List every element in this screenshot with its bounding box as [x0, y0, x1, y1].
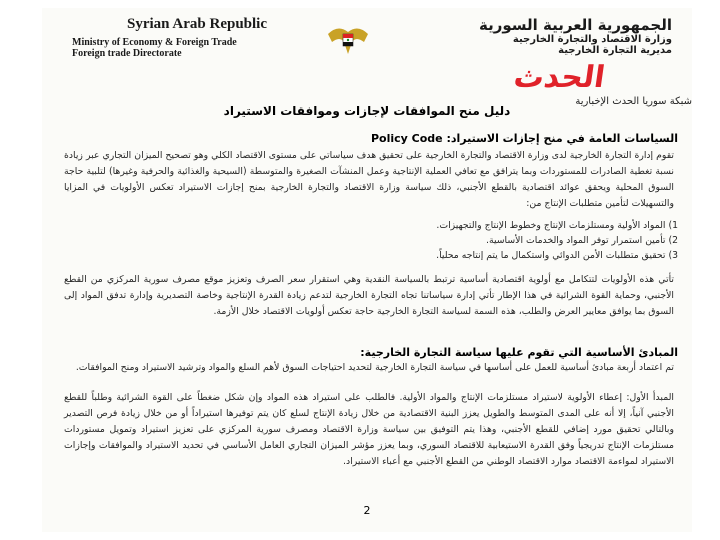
- section-heading-policy-code: السياسات العامة في منح إجازات الاستيراد: Policy Code: [370, 132, 678, 145]
- eagle-emblem-icon: [324, 20, 372, 60]
- ministry-name-en: Ministry of Economy & Foreign Trade: [72, 37, 237, 48]
- list-item: 3) تحقيق متطلبات الأمن الدوائي واستكمال ما يتم إنتاجه محلياً.: [436, 250, 678, 261]
- ministry-name-ar: وزارة الاقتصاد والتجارة الخارجية: [512, 34, 672, 45]
- list-item: 1) المواد الأولية ومستلزمات الإنتاج وخطوط الإنتاج والتجهيزات.: [436, 220, 678, 231]
- directorate-name-ar: مديرية التجارة الخارجية: [558, 45, 672, 56]
- alhadath-logo: الحدث: [511, 60, 608, 95]
- document-title: دليل منح الموافقات لإجازات وموافقات الاستيراد: [223, 104, 511, 118]
- arabic-letterhead: [442, 16, 672, 56]
- priorities-list: [238, 218, 678, 263]
- page-number: 2: [363, 504, 371, 517]
- paragraph-first-principle: المبدأ الأول: إعطاء الأولوية لاستيراد مستلزمات الإنتاج والمواد الأولية. فالطلب على استيراد هذه المواد وإن شكل ضغطاً على القوة الشرائية وطلباً للقطع الأجنبي آنياً، إلا أنه على المدى المتوسط والطويل يعزز البنية الاقتصادية من خلال زيادة الإنتاج لسلع كان يتم توفيرها استيراداً أو من خلال زيادة فرص التصدير وبالتالي تحقيق مورد إضافي للقطع الأجنبي، وهذا يتم التوفيق بين سياسة وزارة الاقتصاد ومصرف سورية المركزي على تعزيز استيراد وتمويل مستوردات مستلزمات الإنتاج تدريجياً وفق القدرة الاستيعابية للاقتصاد السوري، وبما يعزز مؤشر الميزان التجاري العامل الأساسي في تحديد الاستيراد والموافقات وإجازات الاستيراد لمواءمة الاقتصاد موارد الاقتصاد الوطني من القطع الأجنبي مع أعباء الاستيراد.: [64, 392, 674, 467]
- country-name-en: Syrian Arab Republic: [126, 16, 268, 32]
- paragraph-intro: تقوم إدارة التجارة الخارجية لدى وزارة الاقتصاد والتجارة الخارجية على تحقيق هدف سياساتي على مستوى الاقتصاد الكلي وهو تصحيح الميزان التجاري عبر زيادة نسبة تغطية الصادرات للمستوردات وبما يترافق مع تعافي العملية الإنتاجية وعمل المنشآت الصغيرة والمتوسطة (السيحية والغذائية والحرفية وغيرها) لتلبية حاجة السوق المحلية ويحقق عوائد اقتصادية بالقطع الأجنبي، ذلك سياسة وزارة الاقتصاد والتجارة الخارجية بمنح إجازات الاستيراد تعكس الأولويات في المزايا والتسهيلات لتأمين متطلبات الإنتاج من:: [64, 150, 674, 209]
- network-caption: شبكة سوريا الحدث الإخبارية: [575, 96, 692, 107]
- paragraph-priorities: تأتي هذه الأولويات لتتكامل مع أولوية اقتصادية أساسية ترتبط بالسياسة النقدية وهي استقرار سعر الصرف وتعزيز موقع مصرف سورية المركزي من القطع الأجنبي، وحماية القوة الشرائية في هذا الإطار تأتي إدارة سياساتنا تجاه التجارة الخارجية لتدعم زيادة القدرة الإنتاجية وخاصة التصديرية وإدارة تدفق المواد إلى السوق بما يوافق معايير العرض والطلب، هذه السمة لسياسة التجارة الخارجية حاجة تعكس أولويات الاقتصاد خلال الأزمة.: [64, 274, 674, 317]
- list-item: 2) تأمين استمرار توفر المواد والخدمات الأساسية.: [486, 235, 678, 246]
- document-page: [42, 8, 692, 532]
- directorate-name-en: Foreign trade Directorate: [72, 48, 182, 59]
- english-letterhead: [72, 16, 322, 59]
- paragraph-principles-intro: تم اعتماد أربعة مبادئ أساسية للعمل على أساسها في سياسة التجارة الخارجية لتحديد احتياجات السوق لأهم السلع والمواد وترشيد الاستيراد ومنح الموافقات.: [75, 362, 674, 373]
- country-name-ar: الجمهورية العربية السورية: [479, 16, 672, 34]
- section-heading-principles: المبادئ الأساسية التي تقوم عليها سياسة التجارة الخارجية:: [360, 346, 678, 359]
